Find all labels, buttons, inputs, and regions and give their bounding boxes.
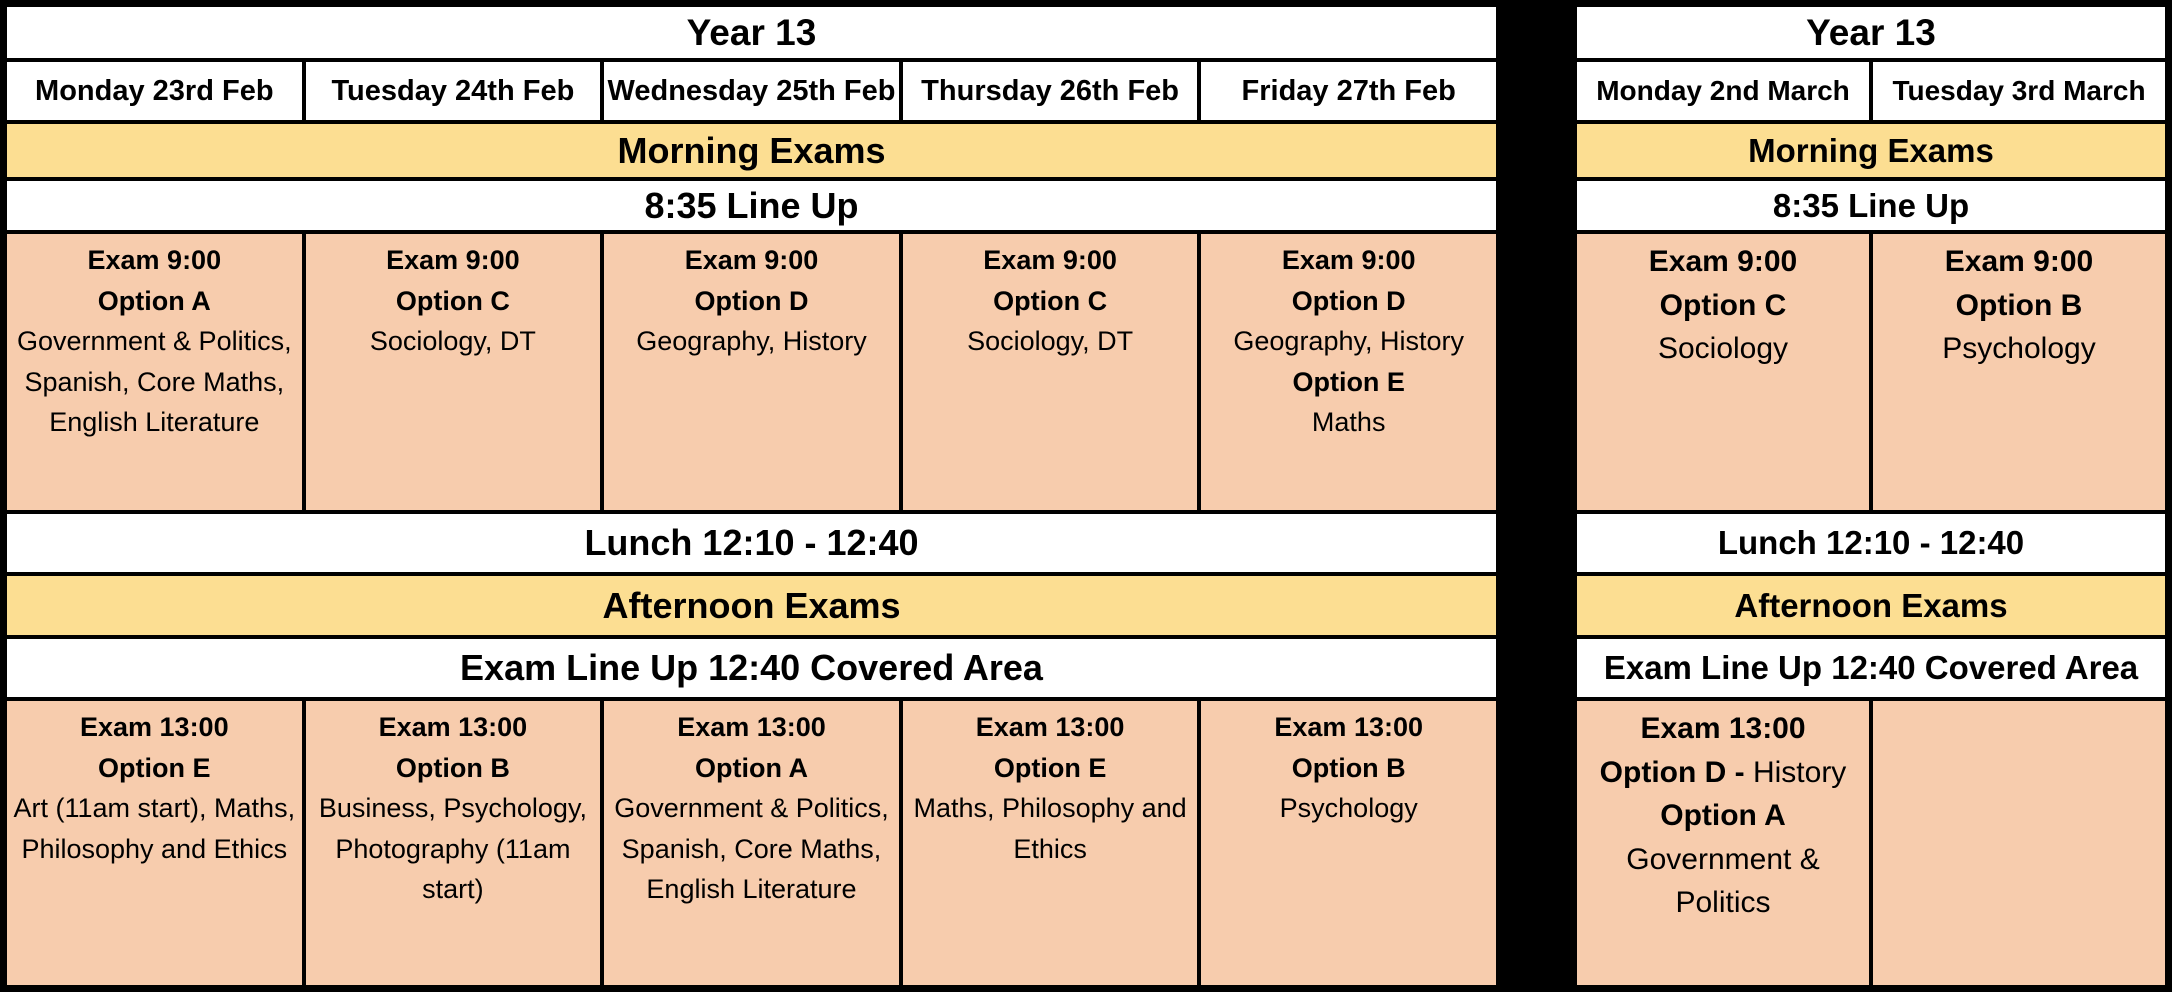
exam-line: Maths, Philosophy and Ethics: [913, 793, 1187, 864]
exam-line: Exam 9:00: [87, 245, 222, 275]
exam-line: Option C: [1659, 288, 1787, 322]
week1-afternoon-lineup-band: Exam Line Up 12:40 Covered Area: [5, 637, 1498, 699]
exam-line: Geography, History: [636, 326, 867, 356]
week2-lunch-band: Lunch 12:10 - 12:40: [1575, 512, 2167, 574]
exam-line: Option C: [993, 285, 1108, 316]
exam-line: Government & Politics, Spanish, Core Maths, English Literature: [16, 326, 292, 437]
exam-line: Exam 9:00: [386, 245, 520, 275]
exam-line: Exam 9:00: [983, 245, 1117, 275]
exam-line: Exam 13:00: [1274, 712, 1423, 742]
week1-afternoon-exams-band: Afternoon Exams: [5, 574, 1498, 637]
exam-cell-wed-25-afternoon: [602, 699, 901, 987]
exam-line: Sociology, DT: [369, 326, 536, 356]
exam-cell-wed-25-morning: [602, 232, 901, 512]
exam-line: Psychology: [1942, 332, 2096, 365]
week1-morning-lineup-band: 8:35 Line Up: [5, 179, 1498, 232]
exam-line: Psychology: [1279, 793, 1418, 823]
exam-line: Option C: [395, 285, 510, 316]
week1-lunch-band: Lunch 12:10 - 12:40: [5, 512, 1498, 574]
day-header-thu-26-feb: Thursday 26th Feb: [901, 60, 1200, 122]
exam-line: Option D: [694, 285, 809, 316]
exam-cell-fri-27-morning: [1199, 232, 1498, 512]
exam-line: Exam 9:00: [684, 245, 819, 275]
day-header-mon-2-mar: Monday 2nd March: [1575, 60, 1871, 122]
exam-line: Option E: [1292, 366, 1405, 397]
exam-line: Maths: [1311, 407, 1386, 437]
exam-line: Option A: [97, 285, 211, 316]
week1-morning-exams-band: Morning Exams: [5, 122, 1498, 179]
exam-line: Government & Politics: [1626, 842, 1820, 919]
exam-cell-mon-2-morning: [1575, 232, 1871, 512]
exam-line: Government & Politics, Spanish, Core Maths, English Literature: [614, 793, 889, 904]
exam-line: Exam 13:00: [1640, 712, 1806, 745]
day-header-tue-3-mar: Tuesday 3rd March: [1871, 60, 2167, 122]
exam-cell-tue-3-morning: [1871, 232, 2167, 512]
week2-morning-lineup-band: 8:35 Line Up: [1575, 179, 2167, 232]
exam-cell-tue-24-afternoon: [304, 699, 603, 987]
exam-line: Exam 13:00: [79, 712, 229, 742]
exam-cell-mon-23-afternoon: [5, 699, 304, 987]
day-header-mon-23-feb: Monday 23rd Feb: [5, 60, 304, 122]
day-header-wed-25-feb: Wednesday 25th Feb: [602, 60, 901, 122]
exam-cell-thu-26-afternoon: [901, 699, 1200, 987]
exam-cell-tue-3-afternoon: [1871, 699, 2167, 987]
day-header-fri-27-feb: Friday 27th Feb: [1199, 60, 1498, 122]
exam-line: Option D: [1291, 285, 1406, 316]
exam-line: Option A: [695, 752, 808, 783]
week2-afternoon-exams-band: Afternoon Exams: [1575, 574, 2167, 637]
exam-line: Art (11am start), Maths, Philosophy and Ethics: [13, 793, 296, 864]
exam-line: Option E: [993, 752, 1107, 783]
exam-line: Sociology, DT: [967, 326, 1134, 356]
table-divider-bar: [1501, 0, 1570, 992]
exam-cell-fri-27-afternoon: [1199, 699, 1498, 987]
week2-title: Year 13: [1575, 5, 2167, 60]
exam-line: Option D - History: [1599, 755, 1847, 789]
exam-cell-tue-24-morning: [304, 232, 603, 512]
week2-morning-exams-band: Morning Exams: [1575, 122, 2167, 179]
exam-line: Option A: [1660, 799, 1786, 832]
exam-cell-thu-26-morning: [901, 232, 1200, 512]
exam-line: Option B: [1291, 752, 1406, 783]
exam-line: Exam 13:00: [378, 712, 528, 742]
exam-line: Exam 9:00: [1944, 245, 2094, 278]
exam-line: Exam 9:00: [1648, 245, 1798, 278]
day-header-tue-24-feb: Tuesday 24th Feb: [304, 60, 603, 122]
timetable-week2: [1570, 0, 2172, 992]
exam-line: Exam 13:00: [677, 712, 826, 742]
exam-cell-mon-2-afternoon: [1575, 699, 1871, 987]
exam-line: Option E: [98, 752, 211, 783]
exam-line: Option B: [1955, 288, 2083, 322]
exam-cell-mon-23-morning: [5, 232, 304, 512]
exam-line: Exam 9:00: [1281, 245, 1416, 275]
week1-title: Year 13: [5, 5, 1498, 60]
exam-line: Sociology: [1657, 332, 1789, 365]
exam-line: Option B: [395, 752, 510, 783]
exam-line: Geography, History: [1233, 326, 1464, 356]
exam-line: Exam 13:00: [975, 712, 1125, 742]
exam-line: Business, Psychology, Photography (11am start): [318, 793, 587, 904]
week2-afternoon-lineup-band: Exam Line Up 12:40 Covered Area: [1575, 637, 2167, 699]
